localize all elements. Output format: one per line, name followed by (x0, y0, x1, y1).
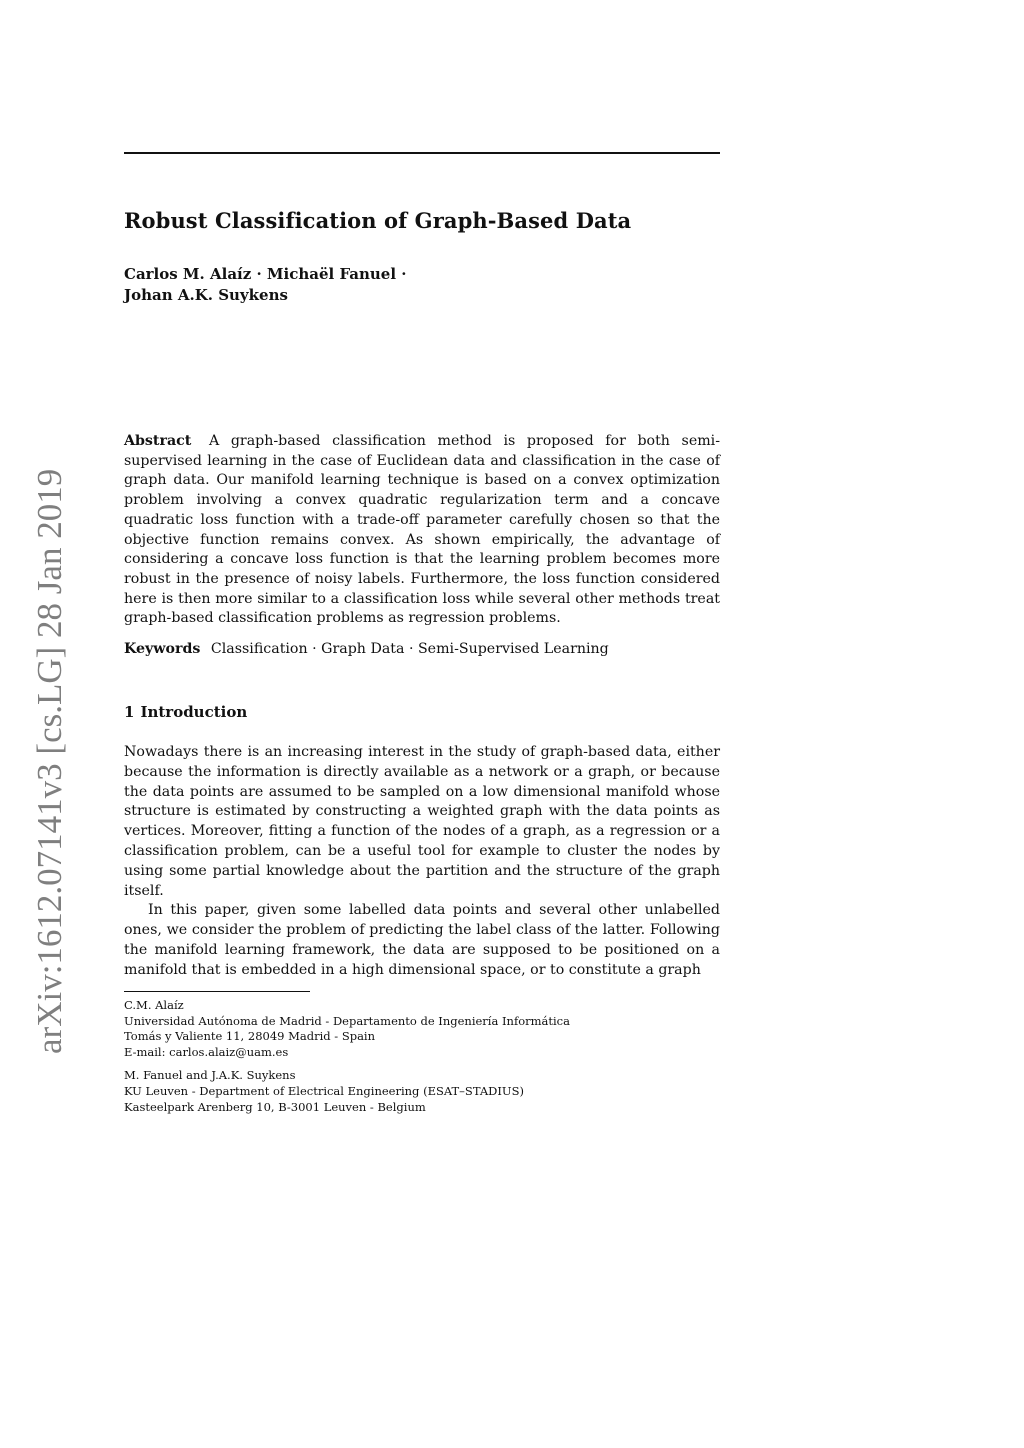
affiliation-line: KU Leuven - Department of Electrical Engineering (ESAT–STADIUS) (124, 1083, 524, 1098)
affiliation-line: C.M. Alaíz (124, 998, 184, 1012)
keywords-text: Classification · Graph Data · Semi-Supervised Learning (210, 641, 609, 657)
authors-line-2: Johan A.K. Suykens (124, 286, 288, 304)
author-list (124, 264, 407, 306)
paragraph: Nowadays there is an increasing interest in the study of graph-based data, either because the information is directly available as a network or a graph, or because the data points are assumed to be sampled on a low dimensional manifold whose structure is estimated by constructing a weighted graph with the data points as vertices. Moreover, fitting a function of the nodes of a graph, as a regression or a classification problem, can be a useful tool for example to cluster the nodes by using some partial knowledge about the partition and the structure of the graph itself. (124, 744, 720, 899)
keywords (124, 640, 720, 660)
keywords-label: Keywords (124, 641, 201, 657)
section-number: 1 (124, 703, 135, 721)
affiliation-line: Tomás y Valiente 11, 28049 Madrid - Spain (124, 1029, 376, 1044)
affiliation-block-1 (124, 998, 720, 1060)
abstract-label: Abstract (124, 433, 192, 449)
paper-title: Robust Classification of Graph-Based Data (124, 208, 632, 233)
affiliations (124, 998, 720, 1123)
abstract (124, 432, 720, 629)
section-title: Introduction (140, 703, 248, 721)
authors-line-1: Carlos M. Alaíz · Michaël Fanuel · (124, 265, 407, 283)
affiliation-line: Kasteelpark Arenberg 10, B-3001 Leuven - Belgium (124, 1099, 426, 1114)
paragraph: In this paper, given some labelled data points and several other unlabelled ones, we consider the problem of predicting the label class of the latter. Following the manifold learning framework, the data are supposed to be positioned on a manifold that is embedded in a high dimensional space, or to constitute a graph (124, 902, 720, 978)
introduction-body (124, 743, 720, 981)
footnote-rule (124, 991, 310, 992)
affiliation-line: M. Fanuel and J.A.K. Suykens (124, 1068, 296, 1083)
section-heading (124, 703, 253, 721)
affiliation-line: Universidad Autónoma de Madrid - Departamento de Ingeniería Informática (124, 1013, 570, 1028)
affiliation-block-2 (124, 1068, 720, 1115)
arxiv-identifier: arXiv:1612.07141v3 [cs.LG] 28 Jan 2019 (30, 468, 69, 1054)
abstract-text: A graph-based classification method is proposed for both semi-supervised learning in the case of Euclidean data and classification in the case of graph data. Our manifold learning technique is based on a convex optimization problem involving a convex quadratic regularization term and a concave quadratic loss function with a trade-off parameter carefully chosen so that the objective function remains convex. As shown empirically, the advantage of considering a concave loss function is that the learning problem becomes more robust in the presence of noisy labels. Furthermore, the loss function considered here is then more similar to a classification loss while several other methods treat graph-based classification problems as regression problems. (124, 433, 721, 627)
header-rule (124, 152, 720, 154)
email-line: E-mail: carlos.alaiz@uam.es (124, 1044, 289, 1059)
